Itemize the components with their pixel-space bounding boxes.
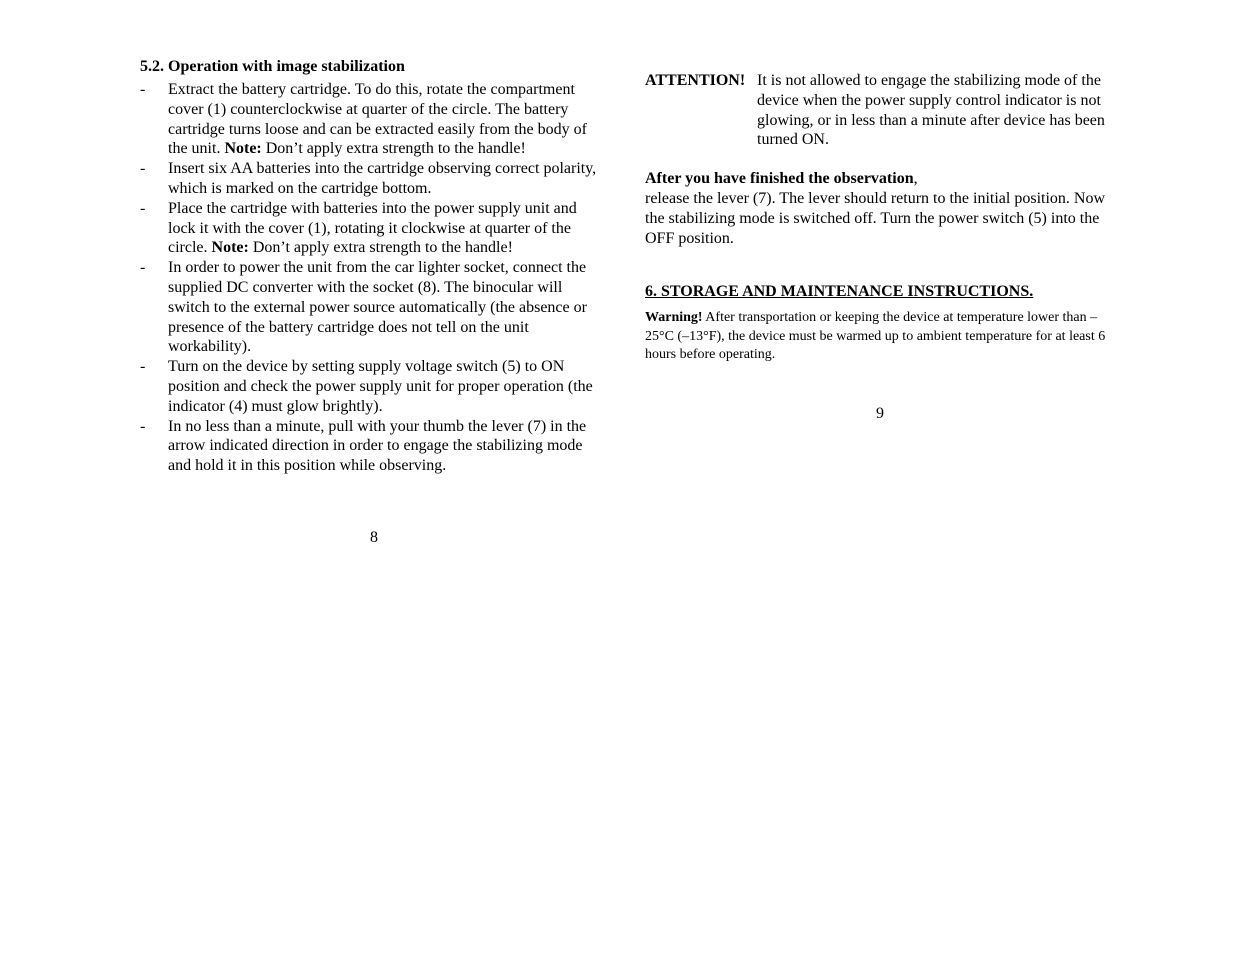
list-item: [140, 80, 600, 159]
page-number: 9: [876, 405, 884, 422]
list-dash: -: [140, 160, 146, 178]
attention-label: ATTENTION!: [645, 72, 746, 89]
step-text: Turn on the device by setting supply voltage switch (5) to ON position and check the power supply unit for proper operation (the indicator (4) must glow brightly).: [168, 358, 593, 415]
step-text: Insert six AA batteries into the cartridge observing correct polarity, which is marked on the cartridge bottom.: [168, 160, 597, 197]
attention-text: It is not allowed to engage the stabilizing mode of the device when the power supply control indicator is not glowing, or in less than a minute after device has been turned ON.: [757, 72, 1105, 149]
step-text: In no less than a minute, pull with your thumb the lever (7) in the arrow indicated direction in order to engage the stabilizing mode and hold it in this position while observing.: [168, 417, 587, 475]
list-item: [140, 357, 600, 416]
step-note-text: Don’t apply extra strength to the handle!: [261, 140, 526, 158]
list-dash: -: [140, 417, 146, 435]
warning-text: After transportation or keeping the device at temperature lower than –25°C (–13°F), the device must be warmed up to ambient temperature for at least 6 hours before operating.: [645, 310, 1106, 362]
list-dash: -: [140, 199, 146, 217]
after-observation-text: release the lever (7). The lever should return to the initial position. Now the stabilizing mode is switched off. Turn the power switch (5) into the OFF position.: [645, 190, 1106, 247]
after-observation-title: After you have finished the observation: [645, 170, 914, 187]
warning-block: [645, 309, 1115, 365]
page-number: 8: [370, 529, 378, 546]
note-label: Note:: [211, 239, 249, 257]
list-item: [140, 258, 600, 357]
after-observation-block: [645, 169, 1115, 249]
note-label: Note:: [224, 140, 262, 158]
section-title: 5.2. Operation with image stabilization: [140, 58, 405, 75]
list-item: [140, 417, 600, 476]
list-dash: -: [140, 358, 146, 376]
after-observation-comma: ,: [913, 170, 918, 187]
warning-label: Warning!: [645, 310, 703, 325]
operation-steps-list: [140, 80, 600, 476]
list-item: [140, 199, 600, 258]
list-dash: -: [140, 81, 146, 98]
step-text: In order to power the unit from the car lighter socket, connect the supplied DC converter with the socket (8). The binocular will switch to the external power source automatically (the absence or presence of the battery cartridge does not tell on the unit workability).: [168, 259, 587, 356]
step-text: Place the cartridge with batteries into the power supply unit and lock it with the cover (1), rotating it clockwise at quarter of the circle.: [168, 199, 577, 257]
attention-notice: [645, 71, 1115, 150]
step-text: Extract the battery cartridge. To do this, rotate the compartment cover (1) counterclockwise at quarter of the circle. The battery cartridge turns loose and can be extracted easily from the body of the unit.: [168, 81, 587, 158]
storage-heading: 6. STORAGE AND MAINTENANCE INSTRUCTIONS.: [645, 283, 1034, 300]
list-dash: -: [140, 259, 146, 277]
list-item: [140, 159, 600, 199]
step-note-text: Don’t apply extra strength to the handle!: [248, 239, 513, 257]
